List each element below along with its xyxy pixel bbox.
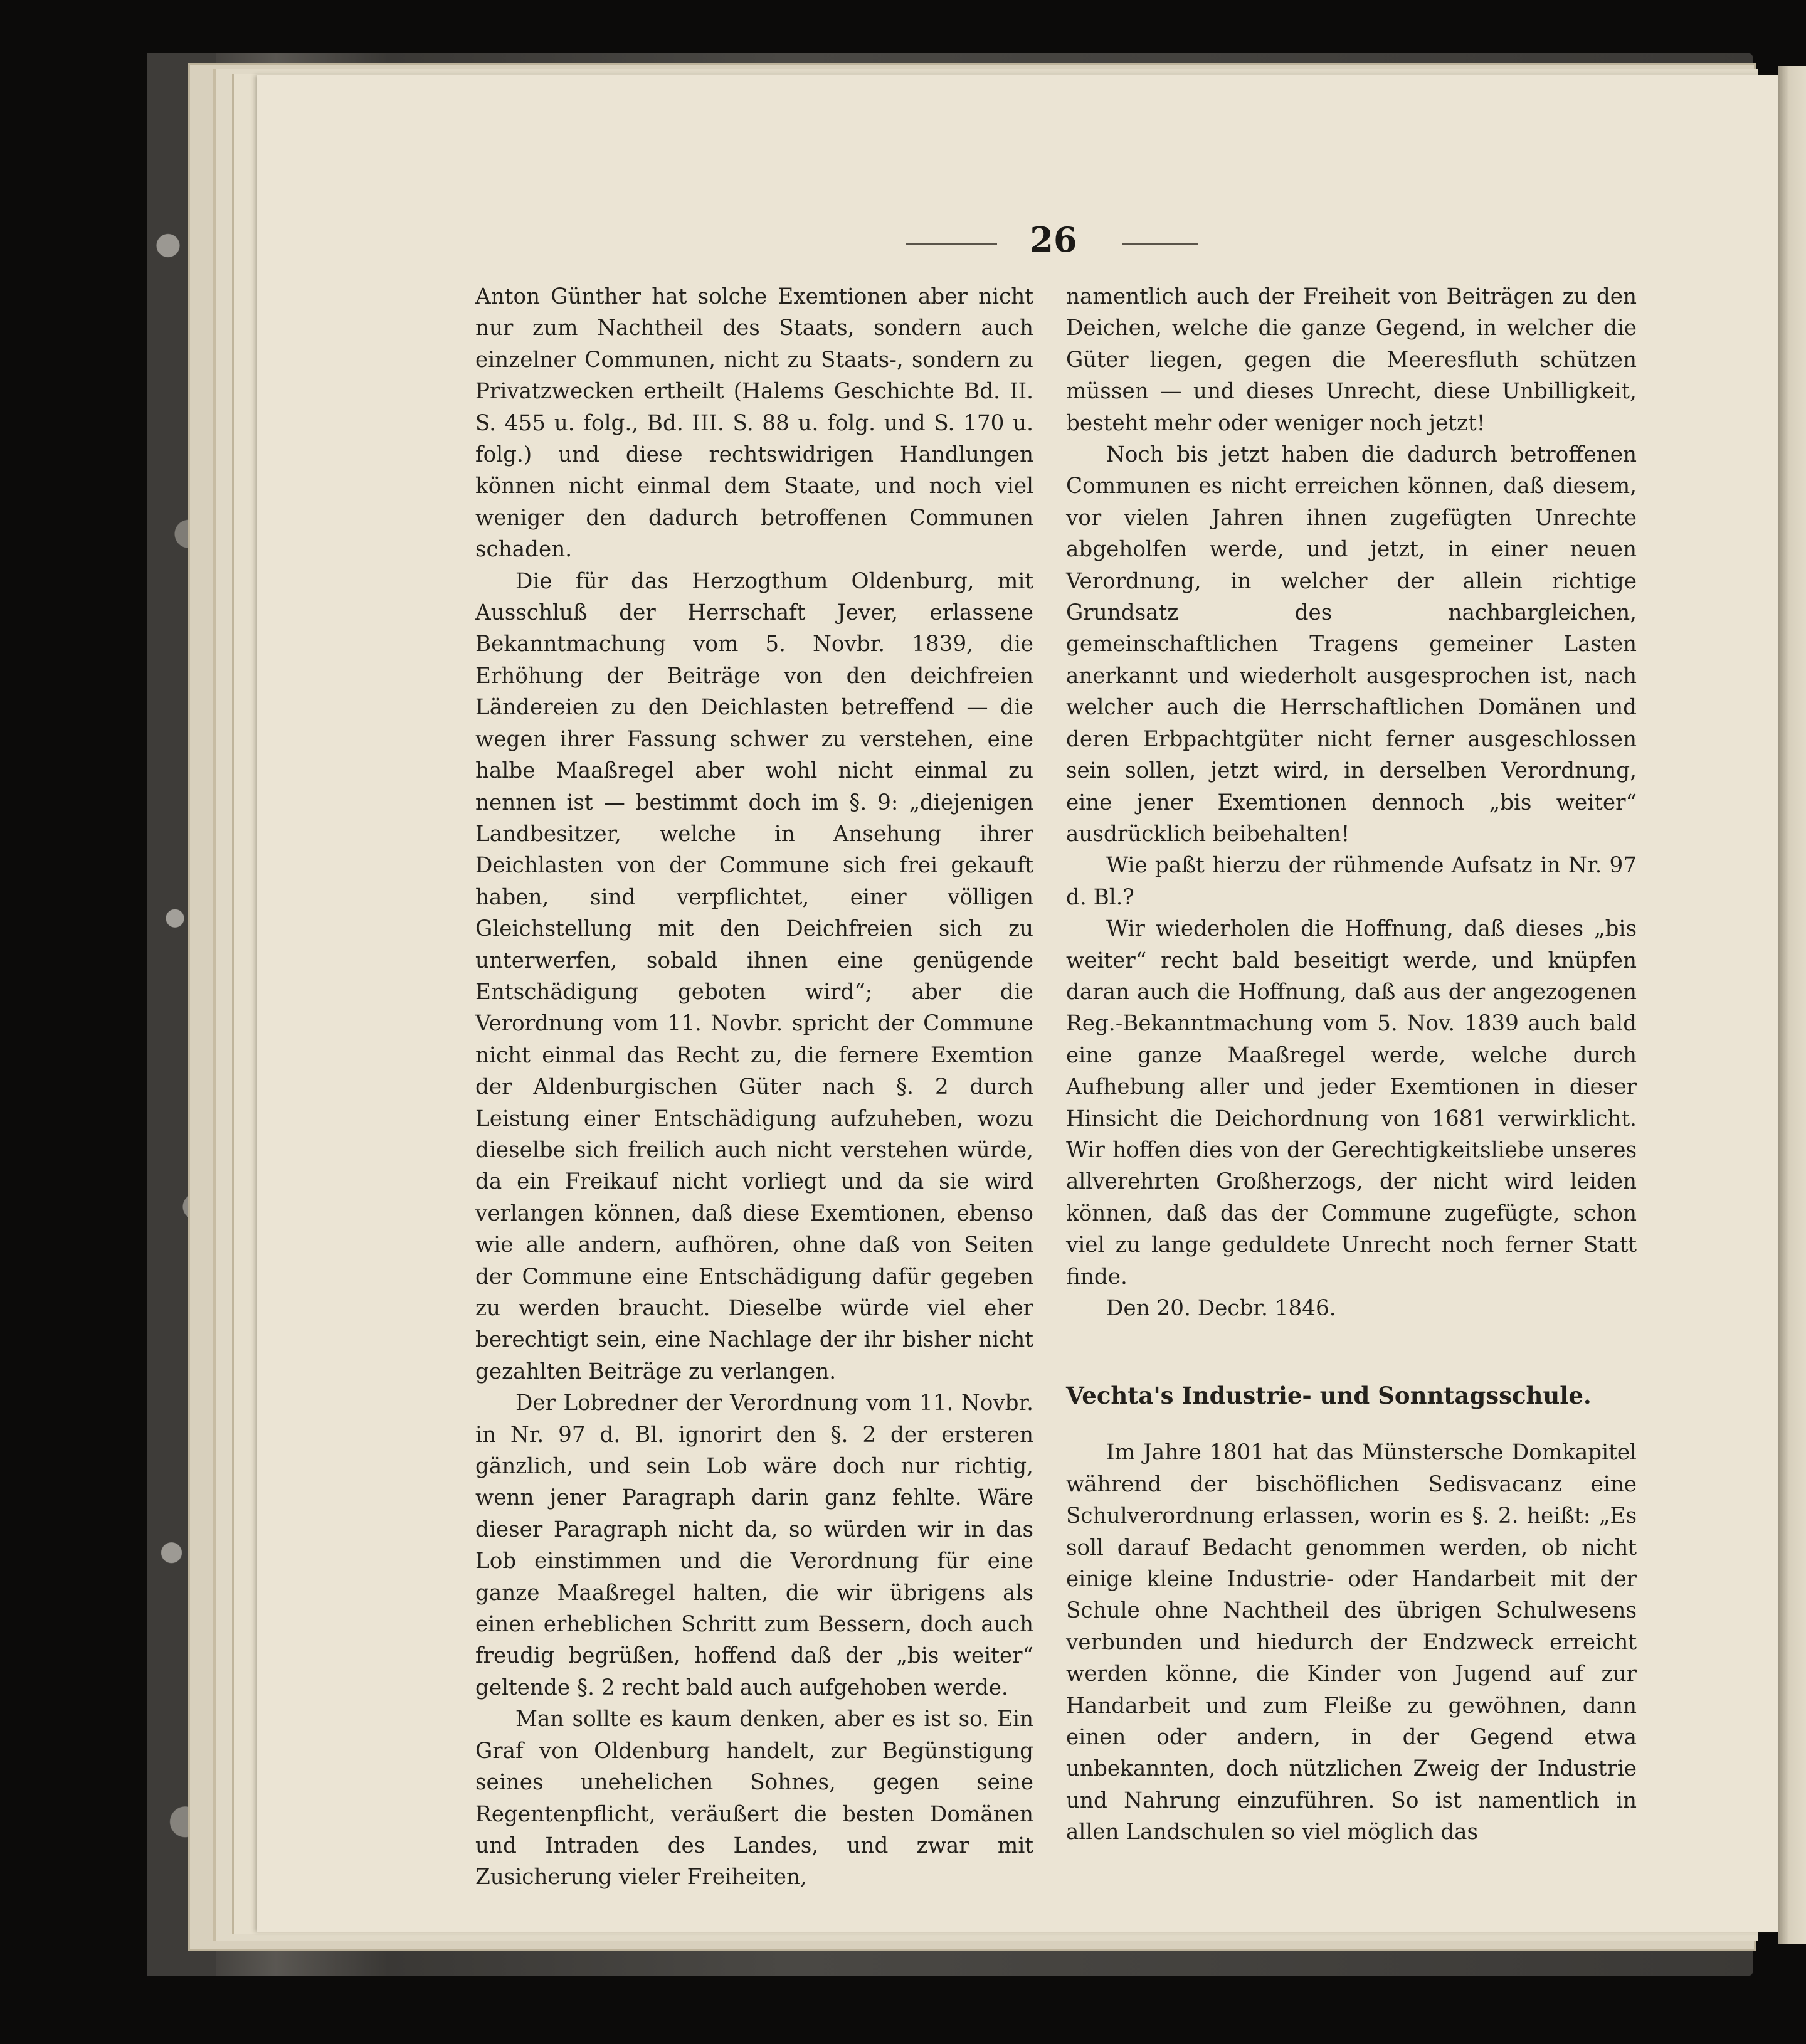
header-rule-left (906, 243, 997, 245)
paragraph: namentlich auch der Freiheit von Beiträgen zu den Deichen, welche die ganze Gegend, in welcher die Güter liegen, gegen die Meeresfluth schützen müssen — und dieses Unrecht, diese Unbilligkeit, besteht mehr oder weniger noch jetzt! (1066, 284, 1637, 436)
paragraph: Man sollte es kaum denken, aber es ist so. Ein Graf von Oldenburg handelt, zur Begünstigung seines unehelichen Sohnes, gegen seine Regentenpflicht, veräußert die besten Domänen und Intraden des Landes, und zwar mit Zusicherung vieler Freiheiten, (475, 1707, 1033, 1890)
paragraph: Noch bis jetzt haben die dadurch betroffenen Communen es nicht erreichen können, daß diesem, vor vielen Jahren ihnen zugefügten Unrechte abgeholfen werde, und jetzt, in einer neuen Verordnung, in welcher der allein richtige Grundsatz des nachbargleichen, gemeinschaftlichen Tragens gemeiner Lasten anerkannt und wiederholt ausgesprochen ist, nach welcher auch die Herrschaftlichen Domänen und deren Erbpachtgüter nicht ferner ausgeschlossen sein sollen, jetzt wird, in derselben Verordnung, eine jener Exemtionen dennoch „bis weiter“ ausdrücklich beibehalten! (1066, 442, 1637, 847)
header-rule-right (1122, 243, 1198, 245)
section-heading: Vechta's Industrie- und Sonntagsschule. (1066, 1382, 1592, 1410)
paragraph: Im Jahre 1801 hat das Münstersche Domkapitel während der bischöflichen Sedisvacanz eine Schulverordnung erlassen, worin es §. 2. heißt: „Es soll darauf Bedacht genommen werden, ob nicht einige kleine Industrie- oder Handarbeit mit der Schule ohne Nachtheil des übrigen Schulwesens verbunden und hiedurch der Endzweck erreicht werden könne, die Kinder von Jugend auf zur Handarbeit und zum Fleiße zu gewöhnen, dann einen oder andern, in der Gegend etwa unbekannten, doch nützlichen Zweig der Industrie und Nahrung einzuführen. So ist namentlich in allen Landschulen so viel möglich das (1066, 1440, 1637, 1845)
facing-page-edge (1778, 66, 1806, 1944)
dateline: Den 20. Decbr. 1846. (1106, 1296, 1336, 1321)
heading-spacer (1066, 1414, 1637, 1437)
paragraph: Die für das Herzogthum Oldenburg, mit Ausschluß der Herrschaft Jever, erlassene Bekanntmachung vom 5. Novbr. 1839, die Erhöhung der Beiträge von den deichfreien Ländereien zu den Deichlasten betreffend — die wegen ihrer Fassung schwer zu verstehen, eine halbe Maaßregel aber wohl nicht einmal zu nennen ist — bestimmt doch im §. 9: „diejenigen Landbesitzer, welche in Ansehung ihrer Deichlasten von der Commune sich frei gekauft haben, sind verpflichtet, einer völligen Gleichstellung mit den Deichfreien sich zu unterwerfen, sobald ihnen eine genügende Entschädigung geboten wird“; aber die Verordnung vom 11. Novbr. spricht der Commune nicht einmal das Recht zu, die fernere Exemtion der Aldenburgischen Güter nach §. 2 durch Leistung einer Entschädigung aufzuheben, wozu dieselbe sich freilich auch nicht verstehen würde, da ein Freikauf nicht vorliegt und da sie wird verlangen können, daß diese Exemtionen, ebenso wie alle andern, aufhören, ohne daß von Seiten der Commune eine Entschädigung dafür gegeben zu werden braucht. Dieselbe würde viel eher berechtigt sein, eine Nachlage der ihr bisher nicht gezahlten Beiträge zu verlangen. (475, 568, 1033, 1384)
paragraph: Wie paßt hierzu der rühmende Aufsatz in Nr. 97 d. Bl.? (1066, 853, 1637, 910)
paragraph: Anton Günther hat solche Exemtionen aber nicht nur zum Nachtheil des Staats, sondern auch einzelner Communen, nicht zu Staats-, sondern zu Privatzwecken ertheilt (Halems Geschichte Bd. II. S. 455 u. folg., Bd. III. S. 88 u. folg. und S. 170 u. folg.) und diese rechtswidrigen Handlungen können nicht einmal dem Staate, und noch viel weniger den dadurch betroffenen Communen schaden. (475, 284, 1033, 563)
paragraph: Wir wiederholen die Hoffnung, daß dieses „bis weiter“ recht bald beseitigt werde, und knüpfen daran auch die Hoffnung, daß aus der angezogenen Reg.-Bekanntmachung vom 5. Nov. 1839 auch bald eine ganze Maaßregel werde, welche durch Aufhebung aller und jeder Exemtionen in dieser Hinsicht die Deichordnung von 1681 verwirklicht. Wir hoffen dies von der Gerechtigkeitsliebe unseres allverehrten Großherzogs, der nicht wird leiden können, daß das der Commune zugefügte, schon viel zu lange geduldete Unrecht noch ferner Statt finde. (1066, 916, 1637, 1289)
right-column (1066, 281, 1637, 1848)
section-spacer (1066, 1324, 1637, 1377)
page-number: 26 (1030, 220, 1077, 260)
left-column (475, 281, 1033, 1893)
paragraph: Der Lobredner der Verordnung vom 11. Novbr. in Nr. 97 d. Bl. ignorirt den §. 2 der ersteren gänzlich, und sein Lob wäre doch nur richtig, wenn jener Paragraph darin ganz fehlte. Wäre dieser Paragraph nicht da, so würden wir in das Lob einstimmen und die Verordnung für eine ganze Maaßregel halten, die wir übrigens als einen erheblichen Schritt zum Bessern, doch auch freudig begrüßen, hoffend daß der „bis weiter“ geltende §. 2 recht bald auch aufgehoben werde. (475, 1390, 1033, 1700)
